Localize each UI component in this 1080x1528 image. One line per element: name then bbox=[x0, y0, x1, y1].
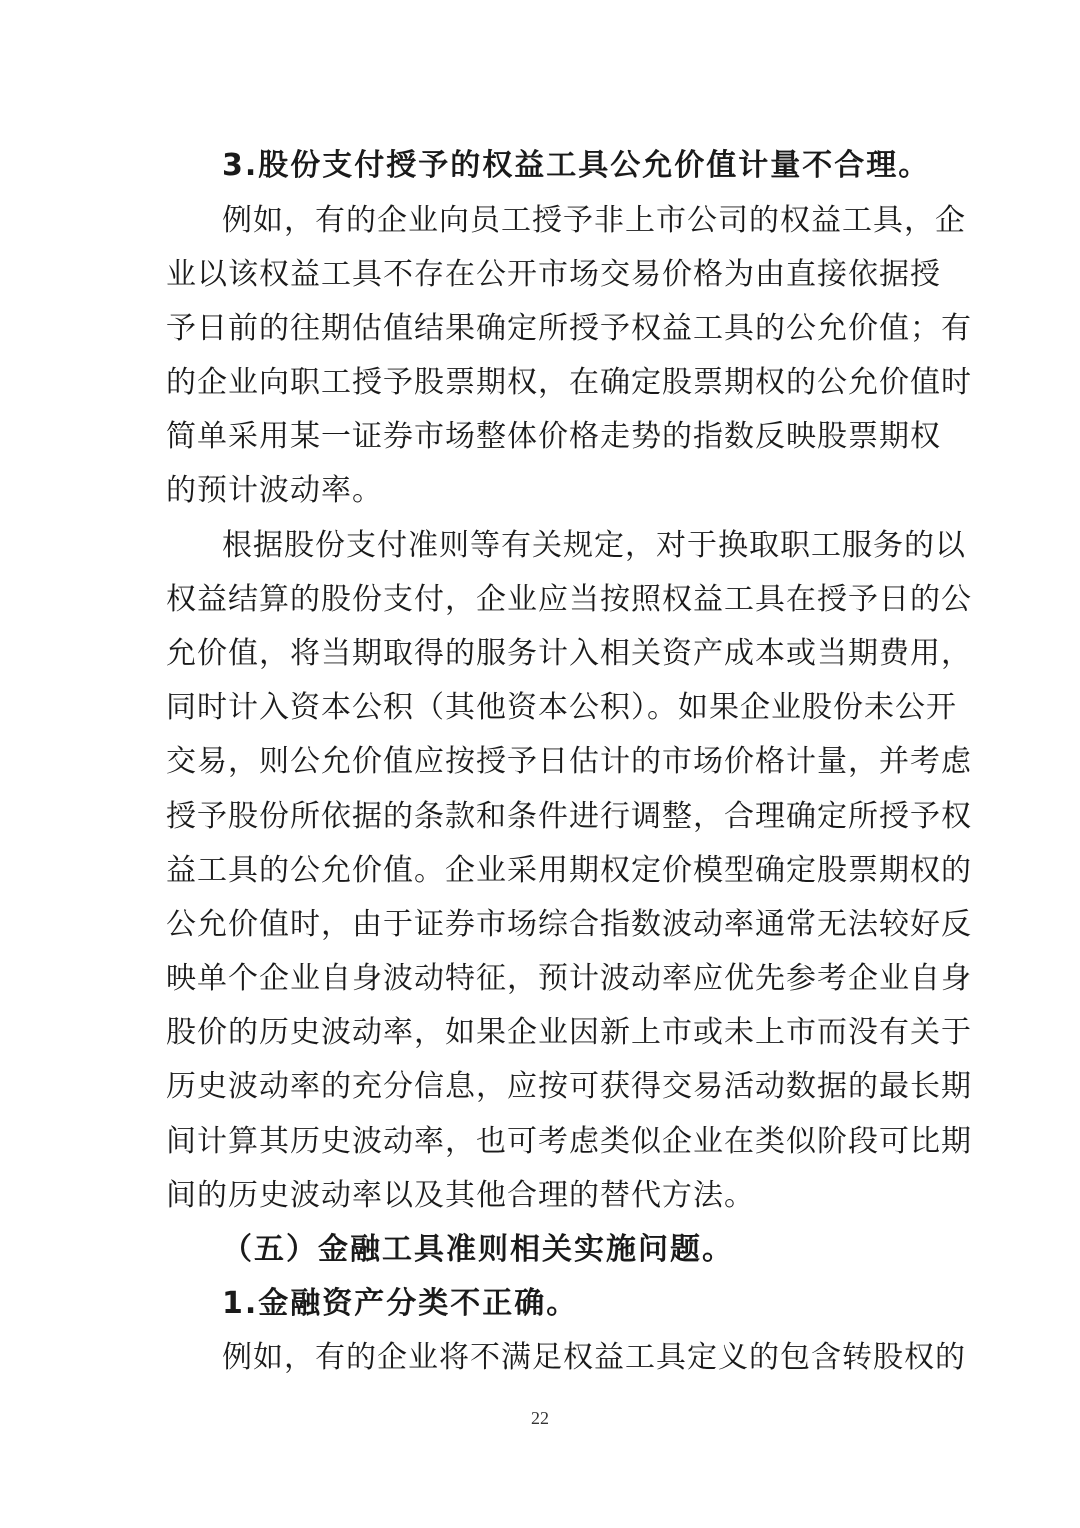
paragraph-line: 间计算其历史波动率，也可考虑类似企业在类似阶段可比期 bbox=[166, 1124, 972, 1159]
paragraph-line: 根据股份支付准则等有关规定，对于换取职工服务的以 bbox=[222, 528, 966, 563]
paragraph-line: 业以该权益工具不存在公开市场交易价格为由直接依据授 bbox=[166, 257, 941, 292]
paragraph-line: 的预计波动率。 bbox=[166, 473, 383, 508]
paragraph-line: 交易，则公允价值应按授予日估计的市场价格计量，并考虑 bbox=[166, 744, 972, 779]
paragraph-line: 的企业向职工授予股票期权，在确定股票期权的公允价值时 bbox=[166, 365, 972, 400]
paragraph-line: 益工具的公允价值。企业采用期权定价模型确定股票期权的 bbox=[166, 853, 972, 888]
section-heading-3: 3.股份支付授予的权益工具公允价值计量不合理。 bbox=[222, 148, 931, 183]
paragraph-line: 公允价值时，由于证券市场综合指数波动率通常无法较好反 bbox=[166, 907, 972, 942]
section-heading-5: （五）金融工具准则相关实施问题。 bbox=[222, 1232, 734, 1267]
paragraph-line: 例如，有的企业将不满足权益工具定义的包含转股权的 bbox=[222, 1340, 966, 1375]
paragraph-line: 授予股份所依据的条款和条件进行调整，合理确定所授予权 bbox=[166, 799, 972, 834]
section-heading-1: 1.金融资产分类不正确。 bbox=[222, 1286, 579, 1321]
paragraph-line: 例如，有的企业向员工授予非上市公司的权益工具，企 bbox=[222, 203, 966, 238]
paragraph-line: 允价值，将当期取得的服务计入相关资产成本或当期费用， bbox=[166, 636, 972, 671]
paragraph-line: 予日前的往期估值结果确定所授予权益工具的公允价值；有 bbox=[166, 311, 972, 346]
paragraph-line: 历史波动率的充分信息，应按可获得交易活动数据的最长期 bbox=[166, 1069, 972, 1104]
paragraph-line: 股价的历史波动率，如果企业因新上市或未上市而没有关于 bbox=[166, 1015, 972, 1050]
page-number: 22 bbox=[531, 1408, 549, 1428]
paragraph-line: 间的历史波动率以及其他合理的替代方法。 bbox=[166, 1178, 755, 1213]
paragraph-line: 简单采用某一证券市场整体价格走势的指数反映股票期权 bbox=[166, 419, 941, 454]
paragraph-line: 映单个企业自身波动特征，预计波动率应优先参考企业自身 bbox=[166, 961, 972, 996]
paragraph-line: 权益结算的股份支付，企业应当按照权益工具在授予日的公 bbox=[166, 582, 972, 617]
paragraph-line: 同时计入资本公积（其他资本公积）。如果企业股份未公开 bbox=[166, 690, 957, 725]
